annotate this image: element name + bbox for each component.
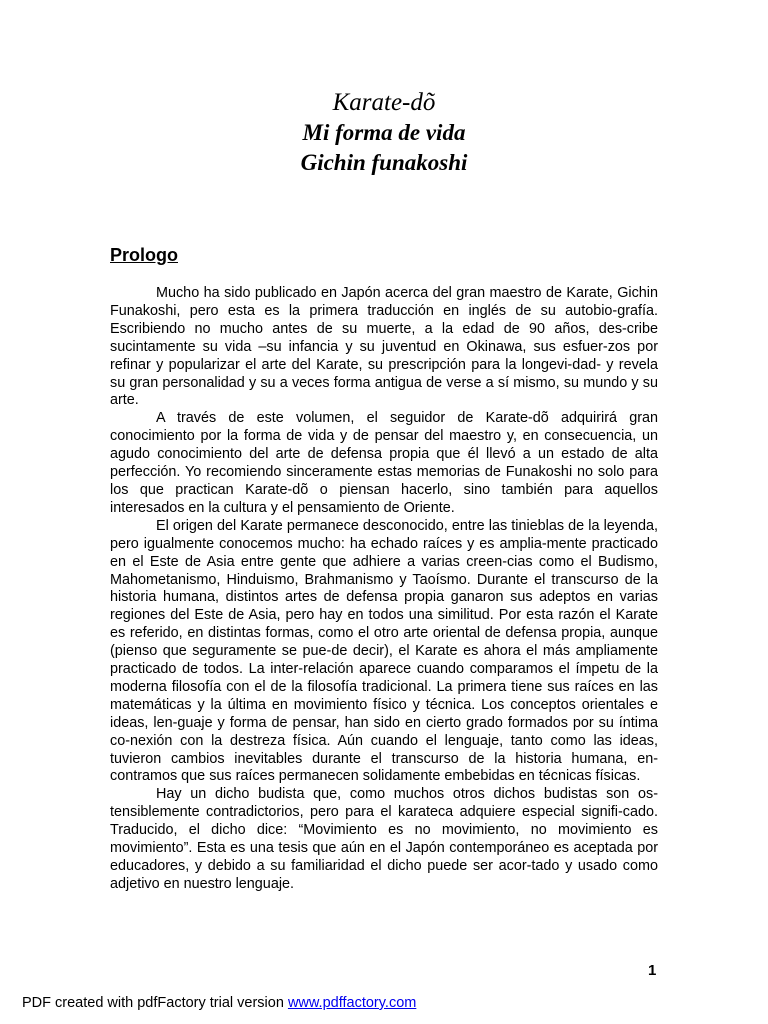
footer-link[interactable]: www.pdffactory.com — [287, 995, 417, 1011]
paragraph: Hay un dicho budista que, como muchos otros dichos budistas son os-tensiblemente contradictorios, pero para el karateca adquiere especial signifi-cado. Traducido, el dicho dice: “Movimiento es no movimiento, no movimiento es movimiento”. Esta es una tesis que aún en el Japón contemporáneo es aceptada por educadores, y debido a su familiaridad el dicho puede ser acor-tado y usado como adjetivo en nuestro lenguaje. — [110, 786, 658, 892]
paragraph: El origen del Karate permanece desconocido, entre las tinieblas de la leyenda, pero igualmente conocemos mucho: ha echado raíces y es amplia-mente practicado en el Este de Asia entre gente que adhiere a varias creen-cias como el Budismo, Mahometanismo, Hinduismo, Brahmanismo y Taoísmo. Durante el transcurso de la historia humana, distintos artes de defensa propia ganaron sus adeptos en varias regiones del Este de Asia, pero hay en todos una similitud. Por esta razón el Karate es referido, en distintas formas, como el otro arte oriental de defensa propia, aunque (pienso que seguramente se pue-de decir), el Karate es ahora el más ampliamente practicado de todos. La inter-relación aparece cuando comparamos el ímpetu de la moderna filosofía con el de la filosofía tradicional. La primera tiene sus raíces en las matemáticas y la última en movimiento físico y técnica. Los conceptos orientales e ideas, len-guaje y forma de pensar, han sido en cierto grado formados por su íntima co-nexión con la destreza física. Aún cuando el lenguaje, tanto como las ideas, tuvieron cambios inevitables durante el transcurso de la historia humana, en-contramos que sus raíces permanecen solidamente embebidas en técnicas físicas. — [110, 517, 658, 785]
title-block — [0, 88, 768, 178]
page-number: 1 — [648, 962, 657, 979]
book-subtitle: Mi forma de vida — [302, 120, 466, 145]
footer-text: PDF created with pdfFactory trial version — [22, 995, 288, 1011]
pdf-footer — [22, 995, 416, 1011]
section-heading: Prologo — [110, 245, 178, 265]
paragraph: Mucho ha sido publicado en Japón acerca del gran maestro de Karate, Gichin Funakoshi, pero esta es la primera traducción en inglés de su autobio-grafía. Escribiendo no mucho antes de su muerte, a la edad de 90 años, des-cribe sucintamente su vida –su infancia y su juventud en Okinawa, sus esfuer-zos por refinar y popularizar el arte del Karate, su prescripción para la longevi-dad- y revela su gran personalidad y su a veces forma antigua de verse a sí mismo, su mundo y su arte. — [110, 285, 658, 409]
body-text — [110, 285, 658, 894]
book-author: Gichin funakoshi — [300, 150, 468, 175]
book-title: Karate-dõ — [332, 89, 436, 116]
paragraph: A través de este volumen, el seguidor de Karate-dõ adquirirá gran conocimiento por la forma de vida y de pensar del maestro y, en consecuencia, un agudo conocimiento del arte de defensa propia que él llevó a un estado de alta perfección. Yo recomiendo sinceramente estas memorias de Funakoshi no solo para los que practican Karate-dõ o piensan hacerlo, sino también para aquellos interesados en la cultura y el pensamiento de Oriente. — [110, 410, 658, 516]
